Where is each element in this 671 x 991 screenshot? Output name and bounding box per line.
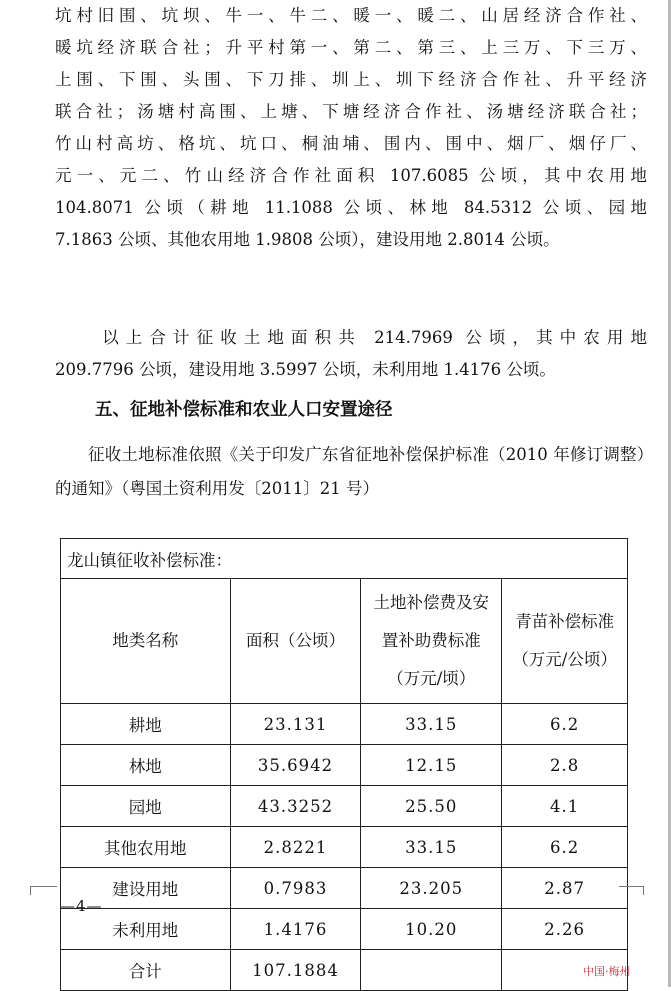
text-line: 坑村旧围、坑坝、牛一、牛二、暖一、暖二、山居经济合作社、: [55, 6, 647, 25]
intro-paragraph: [55, 438, 645, 506]
cell-crop-comp: 6.2: [502, 704, 628, 745]
text-line: 上围、下围、头围、下刀排、圳上、圳下经济合作社、升平经济: [55, 70, 647, 89]
cell-land-type: 林地: [61, 745, 231, 786]
text-line: 竹山村高坊、格坑、坑口、桐油埔、围内、围中、烟厂、烟仔厂、: [55, 134, 647, 153]
cell-land-type: 耕地: [61, 704, 231, 745]
paragraph-villages: [55, 0, 647, 256]
cell-land-comp: 23.205: [361, 868, 502, 909]
cell-land-comp: 12.15: [361, 745, 502, 786]
cell-crop-comp: 6.2: [502, 827, 628, 868]
cell-area: 107.1884: [230, 950, 361, 991]
cell-land-type: 园地: [61, 786, 231, 827]
table-row: [61, 704, 628, 745]
watermark: 中国·梅州: [583, 965, 631, 978]
paragraph-total: [55, 322, 647, 386]
text-line: 209.7796 公顷，建设用地 3.5997 公顷，未利用地 1.4176 公顷。: [55, 360, 556, 379]
table-header-row: [61, 579, 628, 704]
table-row: [61, 786, 628, 827]
header-area: 面积（公顷）: [230, 579, 361, 704]
text-line: 7.1863 公顷、其他农用地 1.9808 公顷），建设用地 2.8014 公顷。: [55, 230, 560, 249]
header-land-type: 地类名称: [61, 579, 231, 704]
cell-crop-comp: 4.1: [502, 786, 628, 827]
compensation-table: [60, 538, 628, 991]
table-row: [61, 827, 628, 868]
cell-area: 23.131: [230, 704, 361, 745]
text-line: 联合社；汤塘村高围、上塘、下塘经济合作社、汤塘经济联合社；: [55, 102, 647, 121]
text-line: 元一、元二、竹山经济合作社面积 107.6085 公顷，其中农用地: [55, 166, 647, 185]
header-crop-compensation: 青苗补偿标准（万元/公顷）: [502, 579, 628, 704]
cell-area: 2.8221: [230, 827, 361, 868]
cell-land-comp: 25.50: [361, 786, 502, 827]
crop-mark-right: [619, 886, 644, 895]
intro-text: 征收土地标准依照《关于印发广东省征地补偿保护标准（2010 年修订调整）的通知》（粤国土资利用发〔2011〕21 号）: [55, 445, 645, 498]
cell-land-comp: 33.15: [361, 827, 502, 868]
page-number: —4—: [60, 897, 103, 915]
cell-land-comp: 33.15: [361, 704, 502, 745]
cell-area: 1.4176: [230, 909, 361, 950]
cell-crop-comp: 2.8: [502, 745, 628, 786]
table-row-total: [61, 950, 628, 991]
cell-area: 0.7983: [230, 868, 361, 909]
table-row: [61, 868, 628, 909]
cell-land-type: 未利用地: [61, 909, 231, 950]
cell-land-comp: [361, 950, 502, 991]
cell-land-type: 建设用地: [61, 868, 231, 909]
cell-crop-comp: 2.26: [502, 909, 628, 950]
cell-land-type: 合计: [61, 950, 231, 991]
cell-land-type: 其他农用地: [61, 827, 231, 868]
text-line: 104.8071 公顷（耕地 11.1088 公顷、林地 84.5312 公顷、园地: [55, 198, 647, 217]
cell-land-comp: 10.20: [361, 909, 502, 950]
table-caption: 龙山镇征收补偿标准：: [61, 539, 628, 579]
crop-mark-left: [30, 886, 57, 895]
header-land-compensation: 土地补偿费及安置补助费标准（万元/顷）: [361, 579, 502, 704]
section-heading: 五、征地补偿标准和农业人口安置途径: [95, 400, 393, 420]
table-row: [61, 745, 628, 786]
cell-area: 43.3252: [230, 786, 361, 827]
cell-area: 35.6942: [230, 745, 361, 786]
text-line: 以上合计征收土地面积共 214.7969 公顷，其中农用地: [55, 328, 647, 347]
table-row: [61, 909, 628, 950]
cell-crop-comp: 2.87: [502, 868, 628, 909]
text-line: 暖坑经济联合社；升平村第一、第二、第三、上三万、下三万、: [55, 38, 647, 57]
